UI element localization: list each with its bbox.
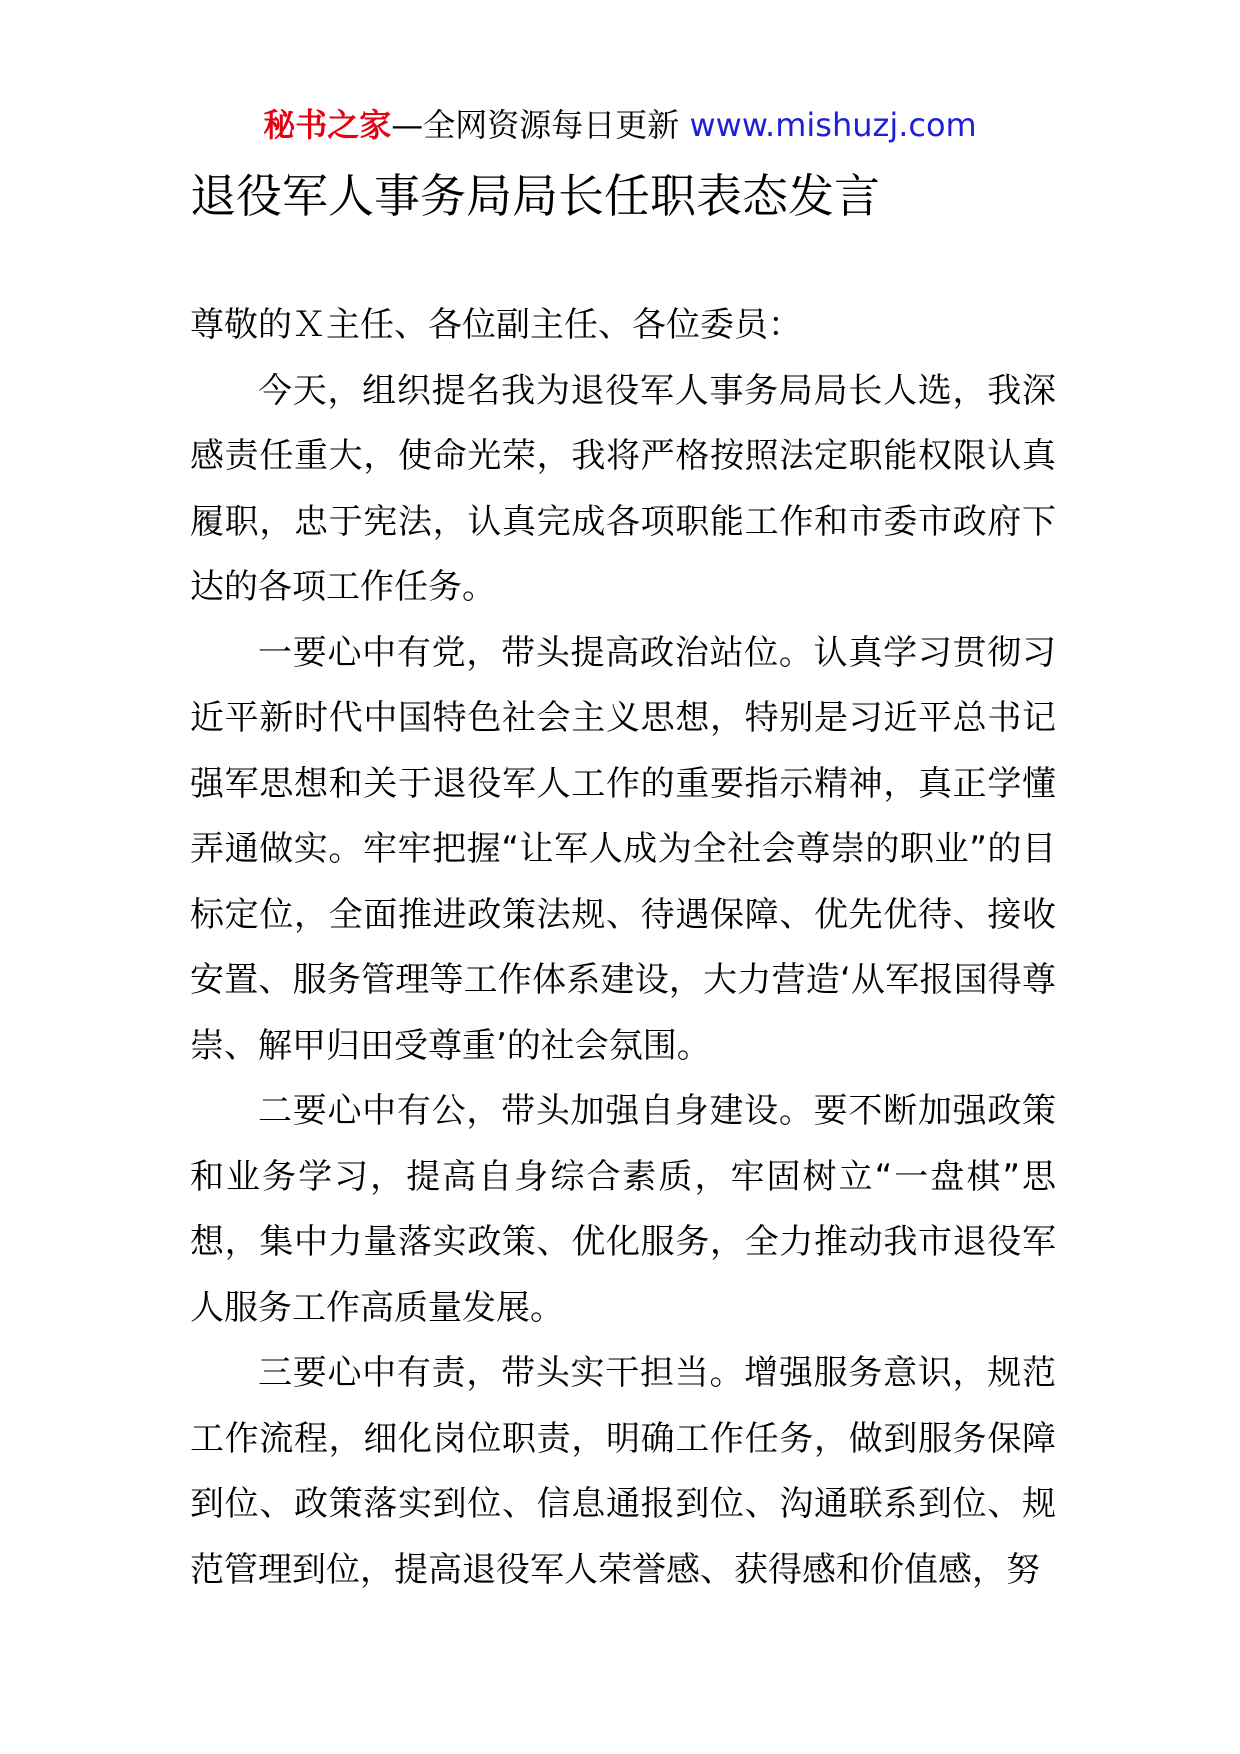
- paragraph-point-one: 一要心中有党，带头提高政治站位。认真学习贯彻习近平新时代中国特色社会主义思想，特别是习近平总书记强军思想和关于退役军人工作的重要指示精神，真正学懂弄通做实。牢牢把握“让军人成为全社会尊崇的职业”的目标定位，全面推进政策法规、待遇保障、优先优待、接收安置、服务管理等工作体系建设，大力营造‘从军报国得尊崇、解甲归田受尊重’的社会氛围。: [190, 632, 1056, 1066]
- paragraph-point-two: 二要心中有公，带头加强自身建设。要不断加强政策和业务学习，提高自身综合素质，牢固树立“一盘棋”思想，集中力量落实政策、优化服务，全力推动我市退役军人服务工作高质量发展。: [190, 1091, 1056, 1328]
- brand-name: 秘书之家: [263, 106, 392, 144]
- document-title: 退役军人事务局局长任职表态发言: [190, 169, 880, 223]
- salutation: 尊敬的Ｘ主任、各位副主任、各位委员：: [190, 305, 802, 345]
- site-header: [0, 100, 1240, 150]
- paragraph-intro: 今天，组织提名我为退役军人事务局局长人选，我深感责任重大，使命光荣，我将严格按照法定职能权限认真履职，忠于宪法，认真完成各项职能工作和市委市政府下达的各项工作任务。: [190, 370, 1056, 607]
- site-url-link[interactable]: www.mishuzj.com: [689, 106, 977, 144]
- header-slogan: —全网资源每日更新: [391, 106, 680, 144]
- document-body: [190, 293, 1056, 1603]
- paragraph-point-three: 三要心中有责，带头实干担当。增强服务意识，规范工作流程，细化岗位职责，明确工作任务，做到服务保障到位、政策落实到位、信息通报到位、沟通联系到位、规范管理到位，提高退役军人荣誉感、获得感和价值感，努: [190, 1353, 1056, 1590]
